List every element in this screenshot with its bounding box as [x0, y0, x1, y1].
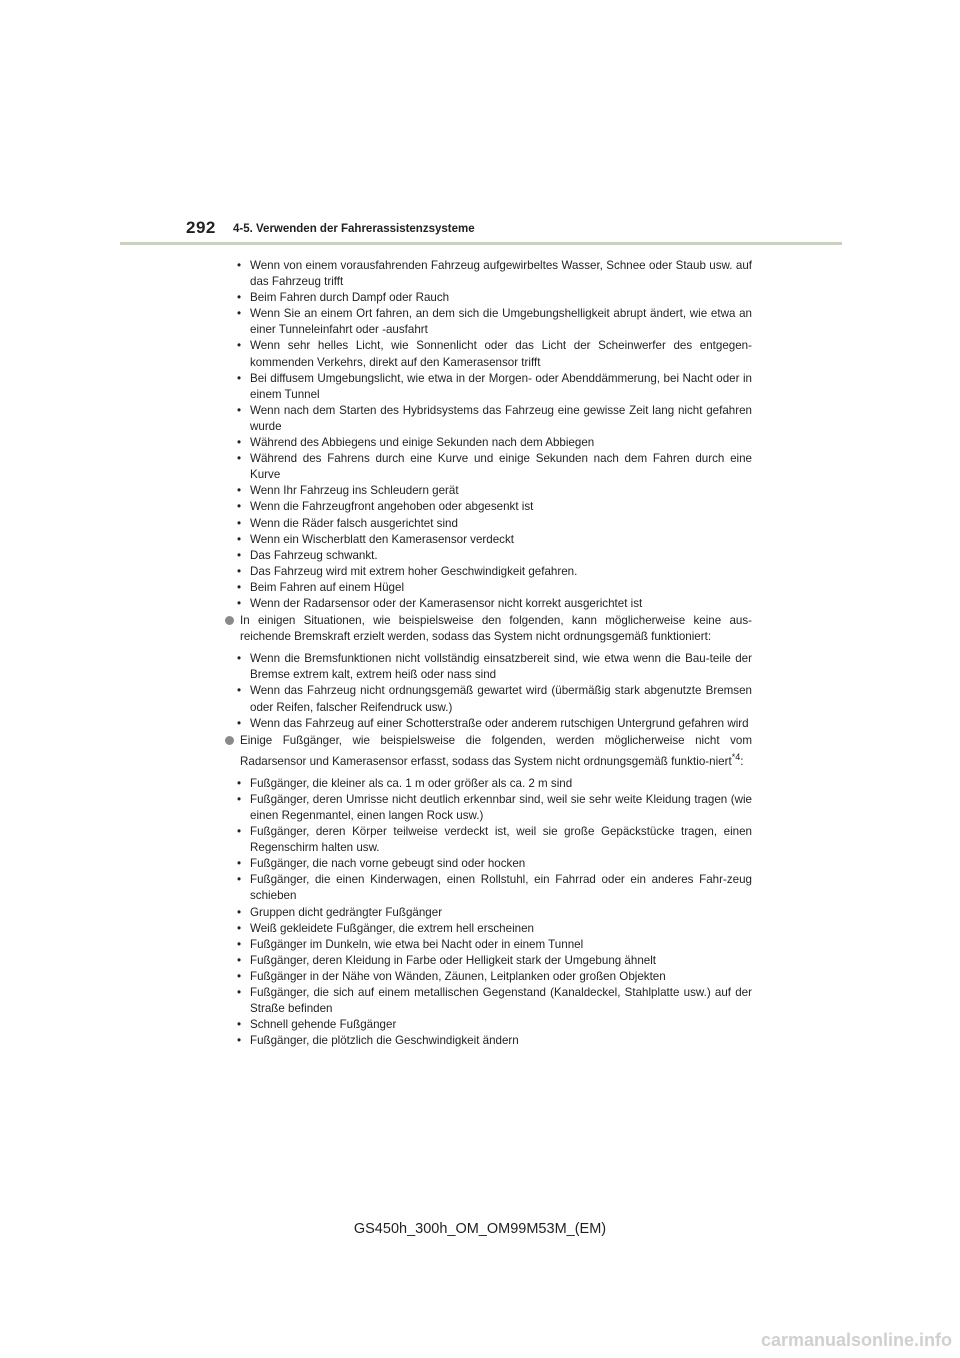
- list-item: [222, 1017, 752, 1033]
- bullet-dot-icon: •: [237, 825, 242, 839]
- list-item-text: Fußgänger, die plötzlich die Geschwindigkeit ändern: [250, 1034, 519, 1048]
- bullet-dot-icon: •: [237, 985, 242, 999]
- list-item-text: Wenn ein Wischerblatt den Kamerasensor verdeckt: [250, 532, 514, 546]
- list-item-text: Das Fahrzeug schwankt.: [250, 548, 378, 562]
- list-item: [222, 824, 752, 856]
- bullet-dot-icon: •: [237, 484, 242, 498]
- bullet-dot-icon: •: [237, 953, 242, 967]
- bullet-dot-icon: •: [237, 873, 242, 887]
- list-item-text: Wenn Ihr Fahrzeug ins Schleudern gerät: [250, 484, 459, 498]
- list-item: [222, 435, 752, 451]
- bullet-dot-icon: •: [237, 776, 242, 790]
- list-item-text: Fußgänger, die sich auf einem metallischen Gegenstand (Kanaldeckel, Stahlplatte usw.) auf der Straße befinden: [250, 985, 752, 1016]
- list-item-text: Weiß gekleidete Fußgänger, die extrem hell erscheinen: [250, 921, 534, 935]
- header-divider: [120, 242, 842, 245]
- list-item-text: Wenn die Bremsfunktionen nicht vollständig einsatzbereit sind, wie etwa wenn die Bau-teile der Bremse extrem kalt, extrem heiß oder nass sind: [250, 652, 752, 682]
- bullet-dot-icon: •: [237, 564, 242, 578]
- list-item: [222, 683, 752, 715]
- list-item: [222, 403, 752, 435]
- list-item: [222, 716, 752, 732]
- page-number: 292: [186, 218, 216, 237]
- list-item: [222, 580, 752, 596]
- bullet-dot-icon: •: [237, 371, 242, 385]
- list-item: [222, 371, 752, 403]
- circle-bullet-icon: [225, 736, 234, 745]
- list-item-text: Fußgänger in der Nähe von Wänden, Zäunen, Leitplanken oder großen Objekten: [250, 969, 666, 983]
- list-item-text: Gruppen dicht gedrängter Fußgänger: [250, 905, 443, 919]
- list-item: [222, 872, 752, 904]
- list-item: [222, 856, 752, 872]
- bullet-dot-icon: •: [237, 580, 242, 594]
- bullet-dot-icon: •: [237, 403, 242, 417]
- watermark: carmanualsonline.info: [760, 1330, 952, 1350]
- list-item: [222, 548, 752, 564]
- pedestrian-paragraph: [222, 733, 752, 770]
- list-item: [222, 953, 752, 969]
- bullet-dot-icon: •: [237, 532, 242, 546]
- list-item: [222, 516, 752, 532]
- list-item-text: Das Fahrzeug wird mit extrem hoher Geschwindigkeit gefahren.: [250, 564, 578, 578]
- list-item-text: Fußgänger, die kleiner als ca. 1 m oder größer als ca. 2 m sind: [250, 776, 573, 790]
- footnote-ref: *4: [731, 751, 741, 762]
- list-item-text: Fußgänger, die nach vorne gebeugt sind oder hocken: [250, 857, 526, 871]
- bullet-dot-icon: •: [237, 307, 242, 321]
- list-item-text: Beim Fahren auf einem Hügel: [250, 580, 405, 594]
- document-code: GS450h_300h_OM_OM99M53M_(EM): [353, 1221, 607, 1237]
- bullet-dot-icon: •: [237, 548, 242, 562]
- braking-text: In einigen Situationen, wie beispielsweise den folgenden, kann möglicherweise keine aus-reichende Bremskraft erzielt werden, sodass das System nicht ordnungsgemäß funktioniert:: [240, 614, 752, 644]
- list-item: [222, 596, 752, 612]
- bullet-dot-icon: •: [237, 937, 242, 951]
- bullet-dot-icon: •: [237, 259, 242, 272]
- list-item: [222, 905, 752, 921]
- bullet-dot-icon: •: [237, 339, 242, 353]
- list-item: [222, 306, 752, 338]
- bullet-dot-icon: •: [237, 716, 242, 730]
- bullet-dot-icon: •: [237, 921, 242, 935]
- condition-list: [222, 258, 752, 612]
- list-item: [222, 499, 752, 515]
- list-item: [222, 937, 752, 953]
- pedestrian-list: [222, 776, 752, 1050]
- bullet-dot-icon: •: [237, 684, 242, 698]
- bullet-dot-icon: •: [237, 1034, 242, 1048]
- list-item-text: Wenn die Fahrzeugfront angehoben oder abgesenkt ist: [250, 500, 534, 514]
- list-item-text: Wenn von einem vorausfahrenden Fahrzeug aufgewirbeltes Wasser, Schnee oder Staub usw. auf das Fahrzeug trifft: [250, 259, 752, 289]
- list-item: [222, 451, 752, 483]
- list-item-text: Wenn nach dem Starten des Hybridsystems das Fahrzeug eine gewisse Zeit lang nicht gefahren wurde: [250, 403, 752, 433]
- list-item: [222, 290, 752, 306]
- pedestrian-text: Einige Fußgänger, wie beispielsweise die folgenden, werden möglicherweise nicht vom Radarsensor und Kamerasensor erfasst, sodass das System nicht ordnungsgemäß funktio-niert: [240, 733, 752, 768]
- page-body: [222, 258, 752, 1050]
- list-item-text: Schnell gehende Fußgänger: [250, 1018, 397, 1032]
- list-item-text: Fußgänger, deren Körper teilweise verdeckt ist, weil sie große Gepäckstücke tragen, einen Regenschirm halten usw.: [250, 825, 752, 855]
- section-title: 4-5. Verwenden der Fahrerassistenzsysteme: [233, 223, 475, 235]
- list-item-text: Fußgänger, deren Umrisse nicht deutlich erkennbar sind, weil sie sehr weite Kleidung tragen (wie einen Regenmantel, einen langen Rock usw.): [250, 792, 752, 822]
- list-item-text: Wenn sehr helles Licht, wie Sonnenlicht oder das Licht der Scheinwerfer des entgegen-kommenden Verkehrs, direkt auf den Kamerasensor trifft: [250, 339, 752, 369]
- list-item-text: Wenn der Radarsensor oder der Kamerasensor nicht korrekt ausgerichtet ist: [250, 596, 643, 610]
- list-item: [222, 651, 752, 683]
- list-item: [222, 921, 752, 937]
- list-item-text: Beim Fahren durch Dampf oder Rauch: [250, 291, 450, 305]
- bullet-dot-icon: •: [237, 652, 242, 666]
- bullet-dot-icon: •: [237, 1018, 242, 1032]
- list-item-text: Bei diffusem Umgebungslicht, wie etwa in der Morgen- oder Abenddämmerung, bei Nacht oder in einem Tunnel: [250, 371, 752, 401]
- bullet-dot-icon: •: [237, 291, 242, 305]
- list-item: [222, 532, 752, 548]
- bullet-dot-icon: •: [237, 516, 242, 530]
- list-item-text: Fußgänger im Dunkeln, wie etwa bei Nacht oder in einem Tunnel: [250, 937, 584, 951]
- list-item-text: Während des Fahrens durch eine Kurve und einige Sekunden nach dem Fahren durch eine Kurve: [250, 452, 752, 482]
- bullet-dot-icon: •: [237, 452, 242, 466]
- list-item-text: Wenn Sie an einem Ort fahren, an dem sich die Umgebungshelligkeit abrupt ändert, wie etwa an einer Tunneleinfahrt oder -ausfahrt: [250, 307, 752, 337]
- bullet-dot-icon: •: [237, 596, 242, 610]
- list-item-text: Wenn das Fahrzeug nicht ordnungsgemäß gewartet wird (übermäßig stark abgenutzte Bremsen oder Reifen, falscher Reifendruck usw.): [250, 684, 752, 714]
- bullet-dot-icon: •: [237, 969, 242, 983]
- bullet-dot-icon: •: [237, 857, 242, 871]
- list-item-text: Fußgänger, deren Kleidung in Farbe oder Helligkeit stark der Umgebung ähnelt: [250, 953, 657, 967]
- bullet-dot-icon: •: [237, 436, 242, 450]
- list-item: [222, 969, 752, 985]
- list-item: [222, 776, 752, 792]
- list-item: [222, 564, 752, 580]
- list-item-text: Fußgänger, die einen Kinderwagen, einen Rollstuhl, ein Fahrrad oder ein anderes Fahr-zeug schieben: [250, 873, 752, 903]
- braking-paragraph: [222, 613, 752, 645]
- braking-list: [222, 651, 752, 731]
- list-item: [222, 338, 752, 370]
- list-item: [222, 1033, 752, 1049]
- list-item: [222, 985, 752, 1017]
- list-item-text: Wenn das Fahrzeug auf einer Schotterstraße oder anderem rutschigen Untergrund gefahren wird: [250, 716, 749, 730]
- list-item: [222, 258, 752, 290]
- bullet-dot-icon: •: [237, 905, 242, 919]
- list-item-text: Während des Abbiegens und einige Sekunden nach dem Abbiegen: [250, 436, 595, 450]
- bullet-dot-icon: •: [237, 500, 242, 514]
- pedestrian-text-end: :: [740, 754, 744, 768]
- circle-bullet-icon: [225, 616, 234, 625]
- list-item: [222, 483, 752, 499]
- bullet-dot-icon: •: [237, 792, 242, 806]
- list-item-text: Wenn die Räder falsch ausgerichtet sind: [250, 516, 458, 530]
- list-item: [222, 792, 752, 824]
